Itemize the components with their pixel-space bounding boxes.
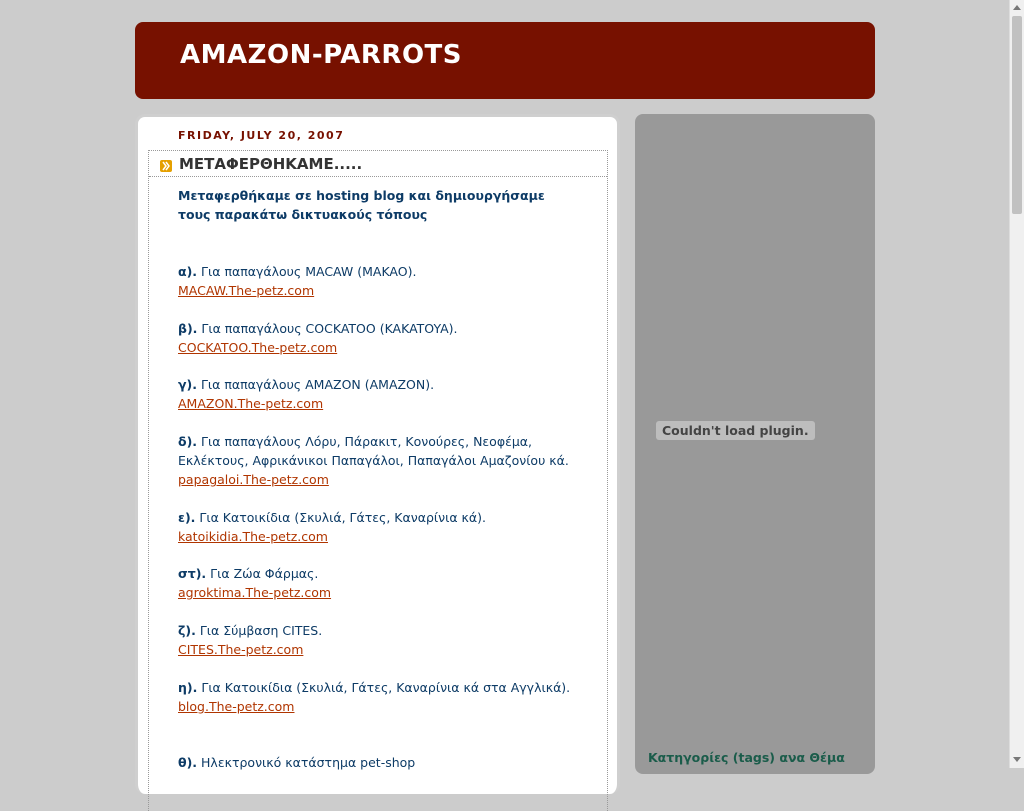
item-label: δ). [178, 434, 198, 449]
item-text: Ηλεκτρονικό κατάστημα pet-shop [197, 755, 416, 770]
list-item [178, 621, 588, 659]
blog-header [135, 22, 875, 99]
tags-heading: Κατηγορίες (tags) ανα Θέμα [648, 750, 845, 765]
list-item [178, 508, 588, 546]
plugin-error-message[interactable]: Couldn't load plugin. [656, 421, 815, 440]
post-intro: Μεταφερθήκαμε σε hosting blog και δημιουργήσαμε τους παρακάτω δικτυακούς τόπους [178, 188, 545, 222]
item-text: Για παπαγάλους AMAZON (AMAZON). [196, 377, 435, 392]
item-text: Για Ζώα Φάρμας. [206, 566, 319, 581]
item-label: γ). [178, 377, 197, 392]
item-link[interactable]: blog.The-petz.com [178, 699, 295, 714]
item-label: ε). [178, 510, 196, 525]
item-label: ζ). [178, 623, 196, 638]
item-link[interactable]: papagaloi.The-petz.com [178, 472, 329, 487]
item-text: Για Κατοικίδια (Σκυλιά, Γάτες, Καναρίνια κά). [195, 510, 486, 525]
arrow-right-icon [160, 160, 172, 172]
sidebar [635, 114, 875, 774]
item-label: α). [178, 264, 198, 279]
item-text: Για παπαγάλους MACAW (MAKAO). [197, 264, 417, 279]
main-column [135, 114, 620, 794]
item-label: στ). [178, 566, 207, 581]
list-item [178, 564, 588, 602]
vertical-scrollbar[interactable] [1009, 0, 1024, 768]
item-text: Για Κατοικίδια (Σκυλιά, Γάτες, Καναρίνια κά στα Αγγλικά). [197, 680, 571, 695]
post-title-row [149, 151, 607, 177]
item-text: Για Σύμβαση CITES. [195, 623, 323, 638]
post-title[interactable]: ΜΕΤΑΦΕΡΘΗΚΑΜΕ..... [179, 155, 363, 173]
item-label: β). [178, 321, 198, 336]
list-item [178, 319, 588, 357]
item-link[interactable]: MACAW.The-petz.com [178, 283, 315, 298]
scroll-down-arrow-icon[interactable] [1013, 757, 1021, 762]
item-text: Για παπαγάλους Λόρυ, Πάρακιτ, Κονούρες, Νεοφέμα, Εκλέκτους, Αφρικάνικοι Παπαγάλοι, Παπαγάλοι Αμαζονίου κά. [178, 434, 569, 468]
blog-title[interactable]: AMAZON-PARROTS [180, 40, 463, 70]
list-item [178, 432, 588, 489]
item-label: η). [178, 680, 198, 695]
item-link[interactable]: COCKATOO.The-petz.com [178, 340, 338, 355]
item-link[interactable]: AMAZON.The-petz.com [178, 396, 324, 411]
item-label: θ). [178, 755, 198, 770]
post-date: FRIDAY, JULY 20, 2007 [178, 129, 345, 142]
list-item [178, 678, 588, 716]
item-link[interactable]: katoikidia.The-petz.com [178, 529, 328, 544]
list-item [178, 375, 588, 413]
item-link[interactable]: CITES.The-petz.com [178, 642, 304, 657]
scrollbar-thumb[interactable] [1012, 16, 1022, 214]
list-item [178, 262, 588, 300]
item-text: Για παπαγάλους COCKATOO (KAKATOYA). [197, 321, 458, 336]
post-body [178, 186, 588, 770]
list-item [178, 753, 588, 772]
item-link[interactable]: agroktima.The-petz.com [178, 585, 332, 600]
scroll-up-arrow-icon[interactable] [1013, 5, 1021, 10]
